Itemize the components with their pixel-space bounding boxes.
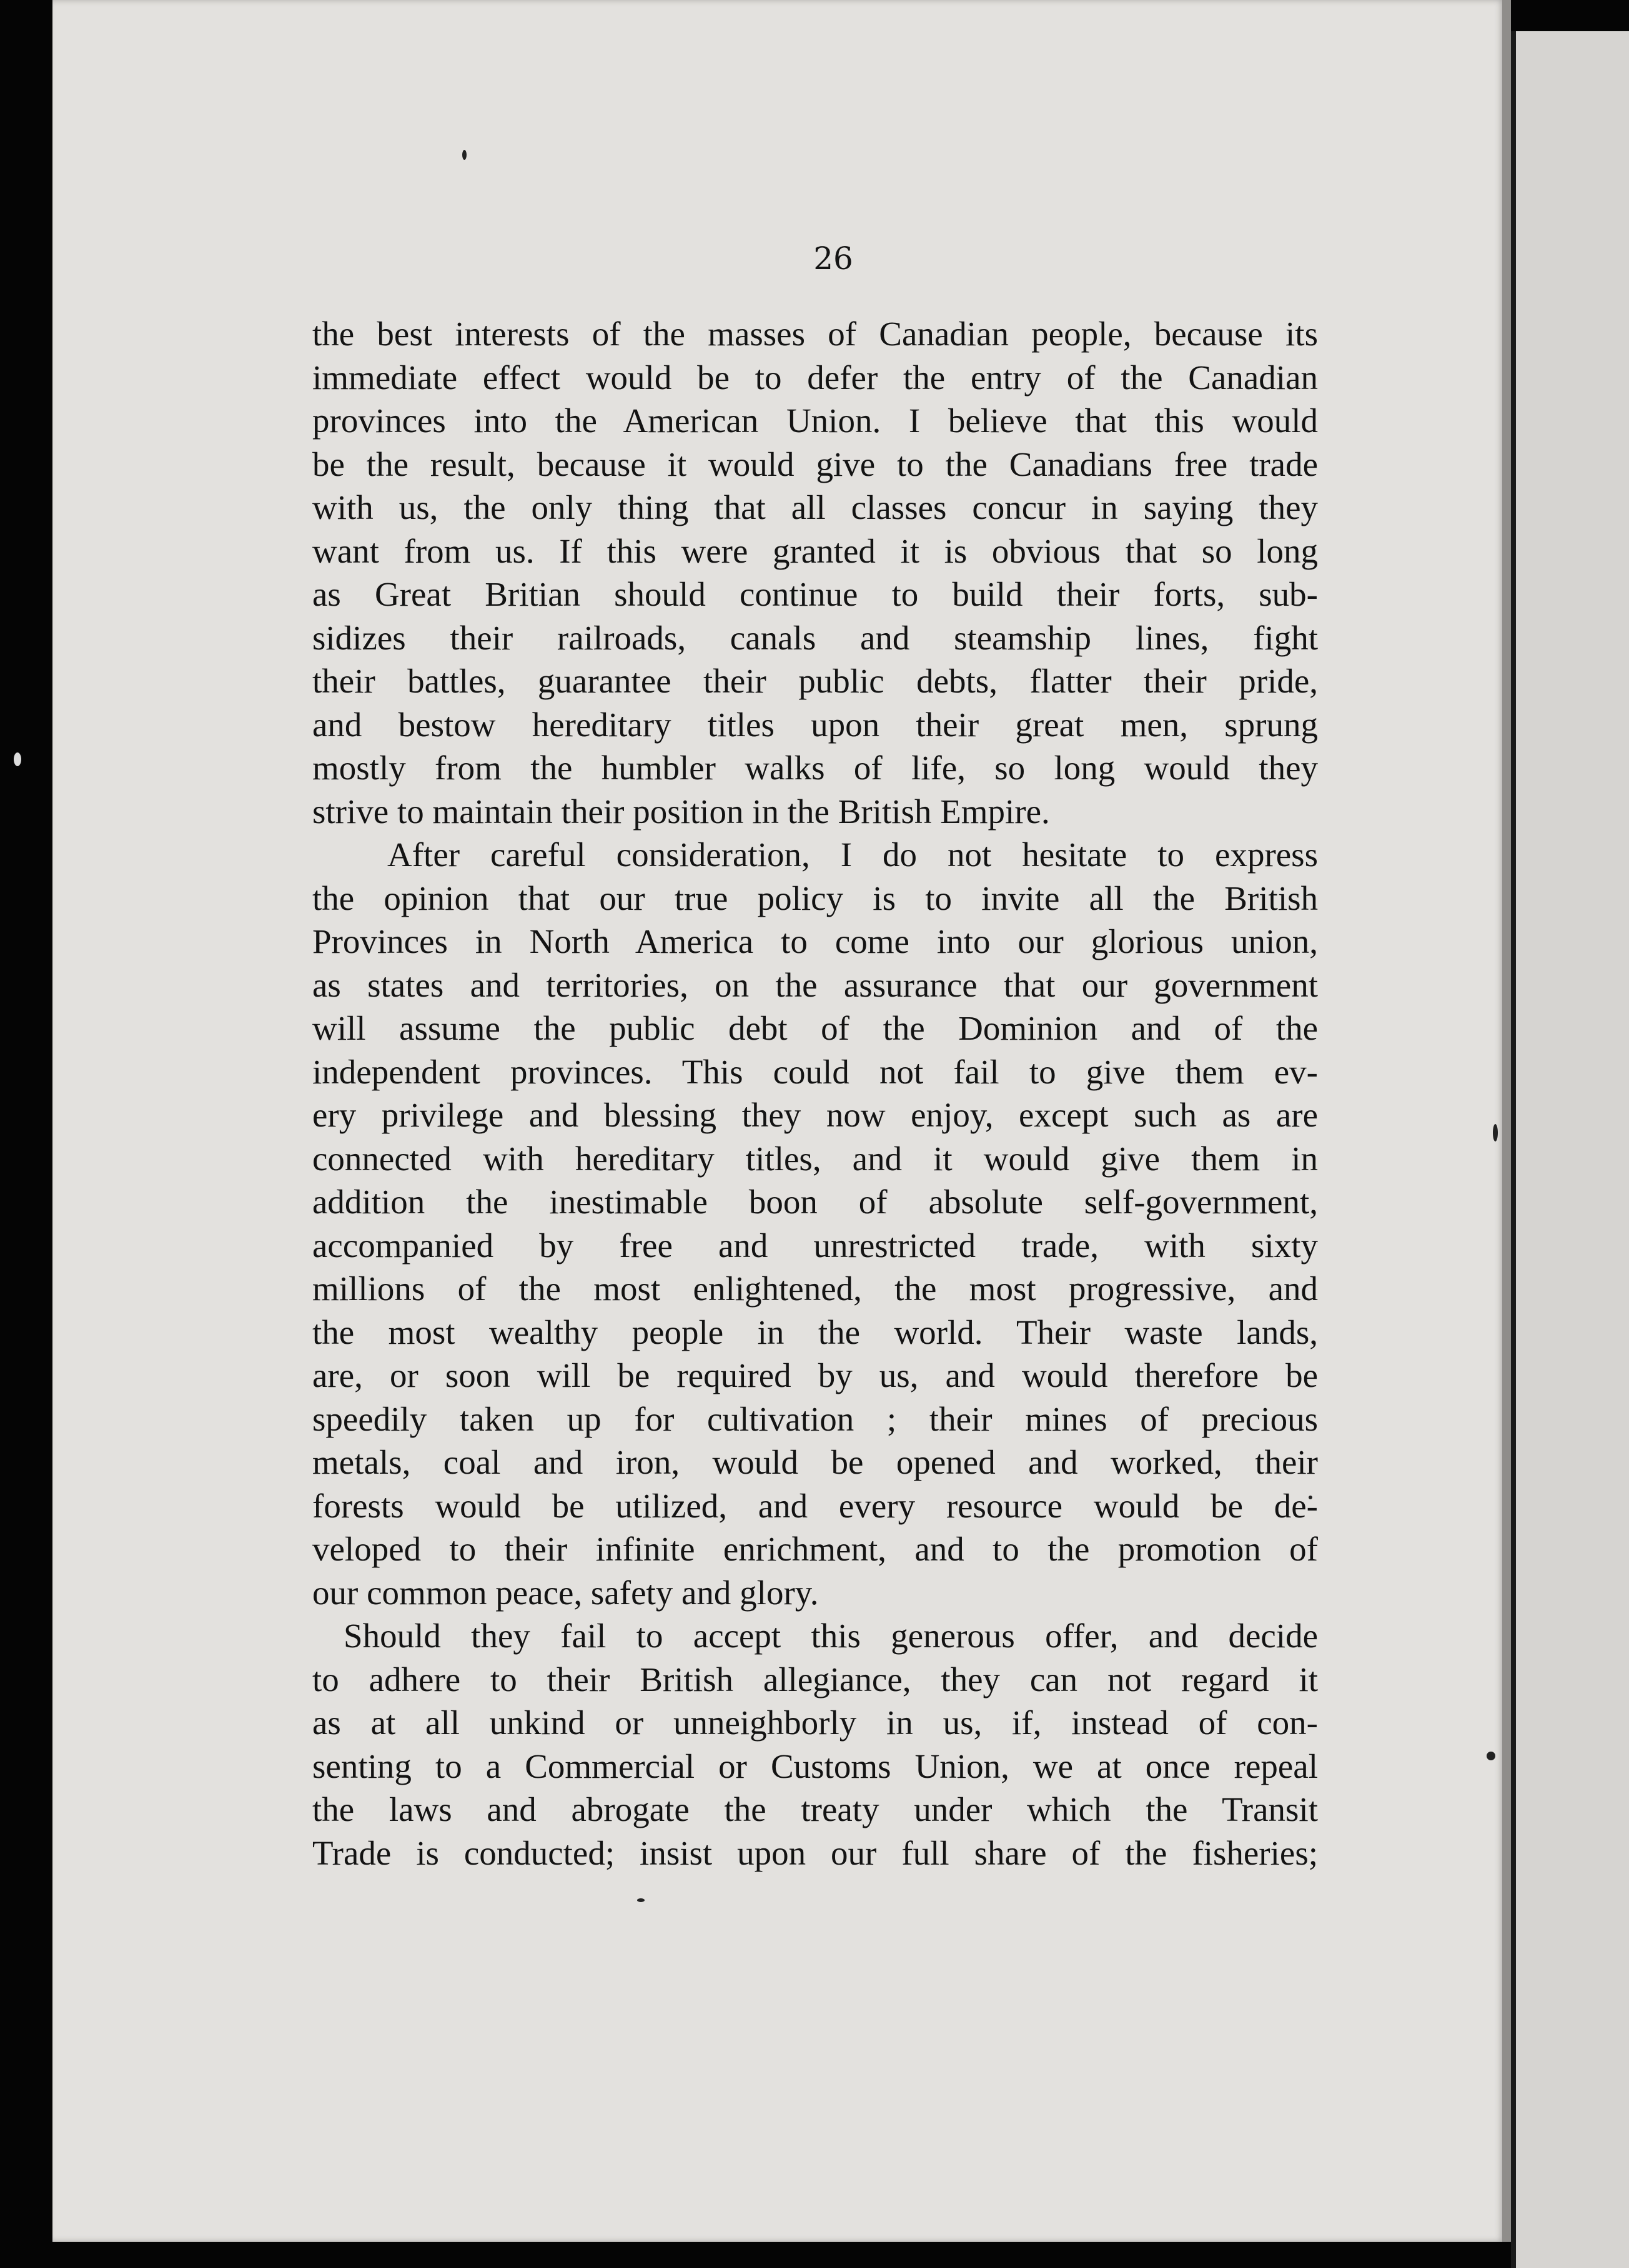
text-line: our common peace, safety and glory. bbox=[312, 1573, 819, 1612]
text-line: as states and territories, on the assurance that our government bbox=[312, 965, 1318, 1004]
text-line: the best interests of the masses of Canadian people, because its bbox=[312, 315, 1318, 353]
text-line: senting to a Commercial or Customs Union, we at once repeal bbox=[312, 1747, 1318, 1785]
body-text bbox=[312, 312, 1318, 1875]
text-line: metals, coal and iron, would be opened and worked, their bbox=[312, 1443, 1318, 1481]
text-line: independent provinces. This could not fail to give them ev- bbox=[312, 1052, 1318, 1091]
paragraph bbox=[312, 1614, 1318, 1875]
text-line: be the result, because it would give to the Canadians free trade bbox=[312, 445, 1318, 483]
text-line: millions of the most enlightened, the most progressive, and bbox=[312, 1270, 1318, 1308]
page-gutter-edge bbox=[1502, 0, 1511, 2242]
text-line: the laws and abrogate the treaty under which the Transit bbox=[312, 1790, 1318, 1828]
text-line: mostly from the humbler walks of life, so long would they bbox=[312, 749, 1318, 787]
text-line: accompanied by free and unrestricted trade, with sixty bbox=[312, 1226, 1318, 1265]
text-line: provinces into the American Union. I believe that this would bbox=[312, 402, 1318, 440]
scan-speck bbox=[637, 1898, 645, 1902]
scan-speck bbox=[1493, 1124, 1498, 1141]
paragraph bbox=[312, 312, 1318, 833]
text-line: and bestow hereditary titles upon their great men, sprung bbox=[312, 705, 1318, 744]
scan-speck bbox=[462, 150, 467, 160]
text-line: sidizes their railroads, canals and steamship lines, fight bbox=[312, 618, 1318, 657]
text-line: Trade is conducted; insist upon our full share of the fisheries; bbox=[312, 1833, 1318, 1872]
page-number: 26 bbox=[813, 240, 853, 277]
text-line: as Great Britian should continue to build their forts, sub- bbox=[312, 575, 1318, 613]
text-line: to adhere to their British allegiance, they can not regard it bbox=[312, 1660, 1318, 1699]
text-line: are, or soon will be required by us, and would therefore be bbox=[312, 1356, 1318, 1394]
text-line: as at all unkind or unneighborly in us, if, instead of con- bbox=[312, 1703, 1318, 1742]
text-line: Provinces in North America to come into our glorious union, bbox=[312, 922, 1318, 960]
text-line: speedily taken up for cultivation ; their mines of precious bbox=[312, 1399, 1318, 1438]
text-line: veloped to their infinite enrichment, and to the promotion of bbox=[312, 1530, 1318, 1568]
text-line: will assume the public debt of the Dominion and of the bbox=[312, 1009, 1318, 1047]
paragraph bbox=[312, 833, 1318, 1614]
text-line: strive to maintain their position in the British Empire. bbox=[312, 792, 1050, 831]
text-line: After careful consideration, I do not hesitate to express bbox=[387, 836, 1318, 874]
text-line: immediate effect would be to defer the entry of the Canadian bbox=[312, 358, 1318, 397]
text-line: the opinion that our true policy is to invite all the British bbox=[312, 879, 1318, 917]
text-line: connected with hereditary titles, and it would give them in bbox=[312, 1139, 1318, 1178]
text-line: ery privilege and blessing they now enjoy, except such as are bbox=[312, 1096, 1318, 1134]
text-line: want from us. If this were granted it is obvious that so long bbox=[312, 531, 1318, 570]
text-line: their battles, guarantee their public debts, flatter their pride, bbox=[312, 662, 1318, 700]
text-line: with us, the only thing that all classes concur in saying they bbox=[312, 488, 1318, 526]
text-line: addition the inestimable boon of absolute self-government, bbox=[312, 1183, 1318, 1221]
text-line: forests would be utilized, and every resource would be de- bbox=[312, 1486, 1318, 1525]
adjacent-page-strip bbox=[1511, 31, 1629, 2268]
text-line: the most wealthy people in the world. Their waste lands, bbox=[312, 1313, 1318, 1351]
scan-speck bbox=[1487, 1752, 1495, 1760]
text-line: Should they fail to accept this generous offer, and decide bbox=[344, 1617, 1318, 1655]
scan-speck bbox=[14, 752, 21, 766]
